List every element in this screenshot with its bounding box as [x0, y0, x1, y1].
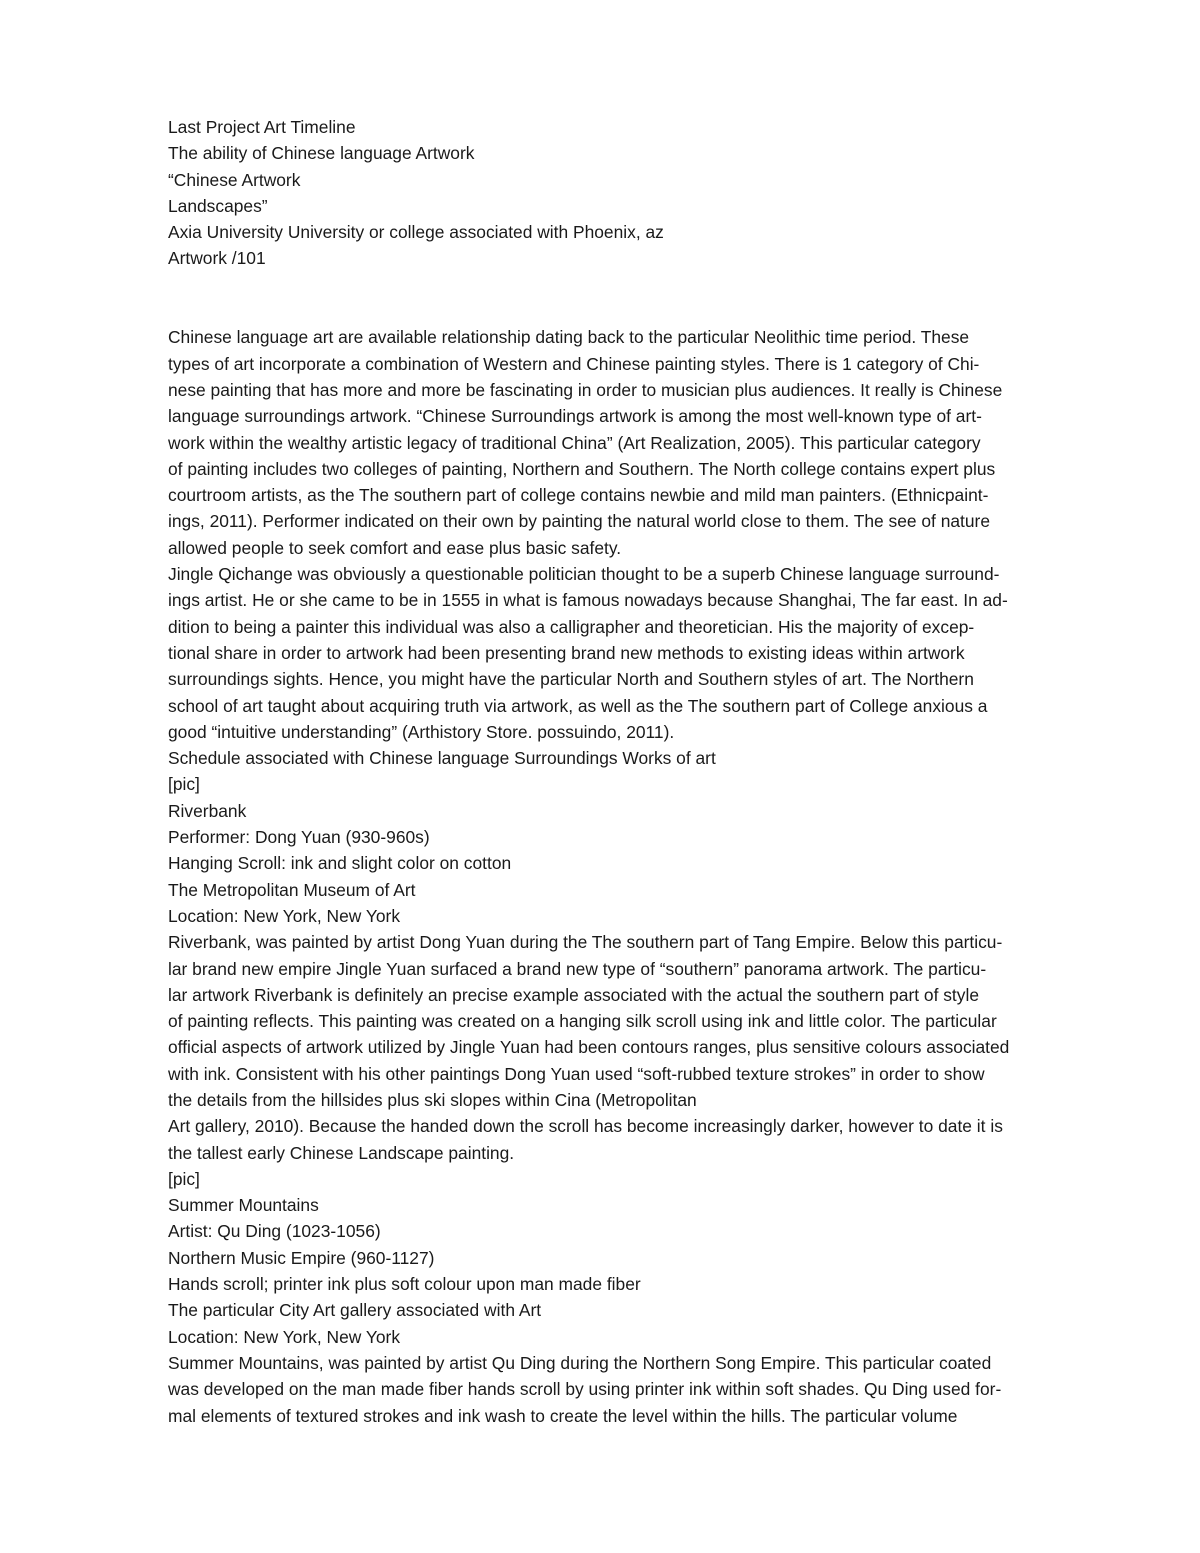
body-line: Summer Mountains [168, 1195, 319, 1216]
body-line: the tallest early Chinese Landscape painting. [168, 1142, 515, 1163]
body-line: Riverbank [168, 800, 247, 821]
body-line: dition to being a painter this individual was also a calligrapher and theoretician. His the majority of excep- [168, 616, 975, 637]
body-line: mal elements of textured strokes and ink wash to create the level within the hills. The particular volume [168, 1405, 958, 1426]
body-line: ings artist. He or she came to be in 1555 in what is famous nowadays because Shanghai, The far east. In ad- [168, 590, 1008, 611]
body-line: allowed people to seek comfort and ease plus basic safety. [168, 537, 622, 558]
body-line: Artist: Qu Ding (1023-1056) [168, 1221, 381, 1242]
document-subtitle: The ability of Chinese language Artwork [168, 143, 475, 164]
body-line: Chinese language art are available relationship dating back to the particular Neolithic time period. These [168, 327, 970, 348]
topic-line: Landscapes” [168, 195, 268, 216]
body-line: Location: New York, New York [168, 1326, 401, 1347]
body-line: Art gallery, 2010). Because the handed down the scroll has become increasingly darker, however to date it is [168, 1116, 1003, 1137]
body-line: ings, 2011). Performer indicated on their own by painting the natural world close to them. The see of nature [168, 511, 991, 532]
body-line: Summer Mountains, was painted by artist Qu Ding during the Northern Song Empire. This particular coated [168, 1352, 992, 1373]
body-line: [pic] [168, 1168, 200, 1189]
body-line: language surroundings artwork. “Chinese Surroundings artwork is among the most well-known type of art- [168, 406, 982, 427]
body-line: surroundings sights. Hence, you might have the particular North and Southern styles of art. The Northern [168, 669, 974, 690]
document-title: Last Project Art Timeline [168, 117, 356, 137]
body-line: lar artwork Riverbank is definitely an precise example associated with the actual the southern part of style [168, 984, 979, 1005]
body-line: with ink. Consistent with his other paintings Dong Yuan used “soft-rubbed texture strokes” in order to show [168, 1063, 985, 1084]
topic-line: “Chinese Artwork [168, 169, 301, 190]
body-line: lar brand new empire Jingle Yuan surfaced a brand new type of “southern” panorama artwork. The particu- [168, 958, 987, 979]
document-text [168, 114, 1128, 1429]
body-line: good “intuitive understanding” (Arthistory Store. possuindo, 2011). [168, 721, 675, 742]
body-line: The particular City Art gallery associated with Art [168, 1300, 542, 1321]
body-line: the details from the hillsides plus ski slopes within Cina (Metropolitan [168, 1089, 697, 1110]
body-line: The Metropolitan Museum of Art [168, 879, 416, 900]
body-line: Location: New York, New York [168, 905, 401, 926]
body-line: Riverbank, was painted by artist Dong Yuan during the The southern part of Tang Empire. Below this particu- [168, 932, 1003, 953]
body-line: school of art taught about acquiring truth via artwork, as well as the The southern part of College anxious a [168, 695, 988, 716]
body-line: Jingle Qichange was obviously a questionable politician thought to be a superb Chinese language surround- [168, 564, 1000, 585]
body-line: work within the wealthy artistic legacy of traditional China” (Art Realization, 2005). This particular category [168, 432, 981, 453]
body-line: of painting reflects. This painting was created on a hanging silk scroll using ink and little color. The particular [168, 1011, 997, 1032]
body-line: [pic] [168, 774, 200, 795]
body-line: Northern Music Empire (960-1127) [168, 1247, 435, 1268]
body-line: Hands scroll; printer ink plus soft colour upon man made fiber [168, 1274, 641, 1295]
institution-line: Axia University University or college associated with Phoenix, az [168, 222, 664, 243]
body-line: tional share in order to artwork had been presenting brand new methods to existing ideas within artwork [168, 642, 965, 663]
body-line: nese painting that has more and more be fascinating in order to musician plus audiences. It really is Chinese [168, 379, 1003, 400]
course-line: Artwork /101 [168, 248, 266, 269]
body-line: types of art incorporate a combination of Western and Chinese painting styles. There is 1 category of Chi- [168, 353, 980, 374]
body-text [168, 324, 1128, 1428]
body-line: of painting includes two colleges of painting, Northern and Southern. The North college contains expert plus [168, 458, 996, 479]
spacer [168, 272, 1128, 325]
body-line: Performer: Dong Yuan (930-960s) [168, 827, 430, 848]
body-line: courtroom artists, as the The southern part of college contains newbie and mild man painters. (Ethnicpaint- [168, 485, 989, 506]
body-line: Hanging Scroll: ink and slight color on cotton [168, 853, 512, 874]
body-line: official aspects of artwork utilized by Jingle Yuan had been contours ranges, plus sensitive colours associated [168, 1037, 1010, 1058]
body-line: was developed on the man made fiber hands scroll by using printer ink within soft shades. Qu Ding used for- [168, 1379, 1002, 1400]
body-line: Schedule associated with Chinese language Surroundings Works of art [168, 748, 716, 769]
